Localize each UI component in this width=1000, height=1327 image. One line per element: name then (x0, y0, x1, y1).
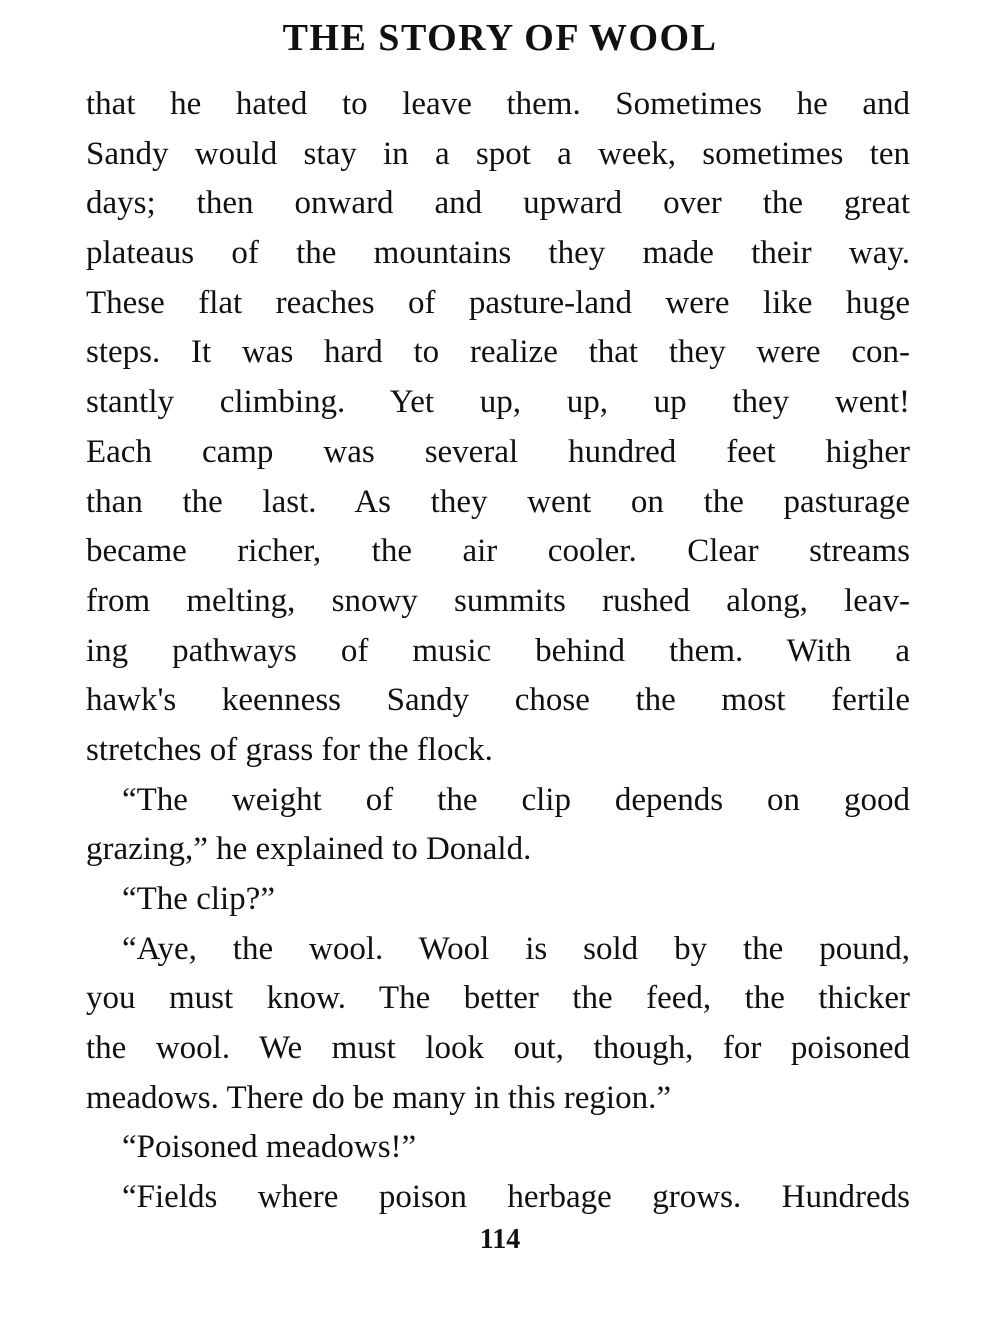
text-line: stretches of grass for the flock. (86, 731, 493, 768)
text-line: that he hated to leave them. Sometimes he and (86, 86, 910, 122)
text-line: grazing,” he explained to Donald. (86, 831, 532, 868)
page-number: 114 (479, 1224, 521, 1255)
body-text (86, 80, 910, 1223)
text-line: from melting, snowy summits rushed along, leav- (86, 582, 910, 619)
text-line: became richer, the air cooler. Clear streams (86, 533, 910, 570)
text-line: “Fields where poison herbage grows. Hundreds (122, 1179, 910, 1216)
text-line: hawk's keenness Sandy chose the most fertile (86, 682, 910, 719)
text-line: meadows. There do be many in this region.” (86, 1079, 671, 1116)
text-line: than the last. As they went on the pasturage (86, 483, 910, 520)
text-line: “The weight of the clip depends on good (122, 781, 910, 818)
running-head: THE STORY OF WOOL (282, 17, 718, 59)
text-line: “The clip?” (122, 881, 275, 917)
text-line: stantly climbing. Yet up, up, up they went! (86, 384, 910, 421)
text-line: Each camp was several hundred feet higher (86, 433, 910, 470)
text-line: you must know. The better the feed, the thicker (86, 980, 910, 1017)
text-line: days; then onward and upward over the great (86, 185, 910, 222)
text-line: the wool. We must look out, though, for poisoned (86, 1030, 910, 1067)
text-line: Sandy would stay in a spot a week, sometimes ten (86, 135, 910, 172)
text-line: “Poisoned meadows!” (122, 1129, 417, 1166)
text-line: “Aye, the wool. Wool is sold by the pound, (122, 930, 910, 967)
text-line: plateaus of the mountains they made their way. (86, 235, 910, 272)
text-line: steps. It was hard to realize that they were con- (86, 334, 910, 371)
text-line: These flat reaches of pasture-land were like huge (86, 284, 910, 321)
text-line: ing pathways of music behind them. With a (86, 632, 910, 669)
